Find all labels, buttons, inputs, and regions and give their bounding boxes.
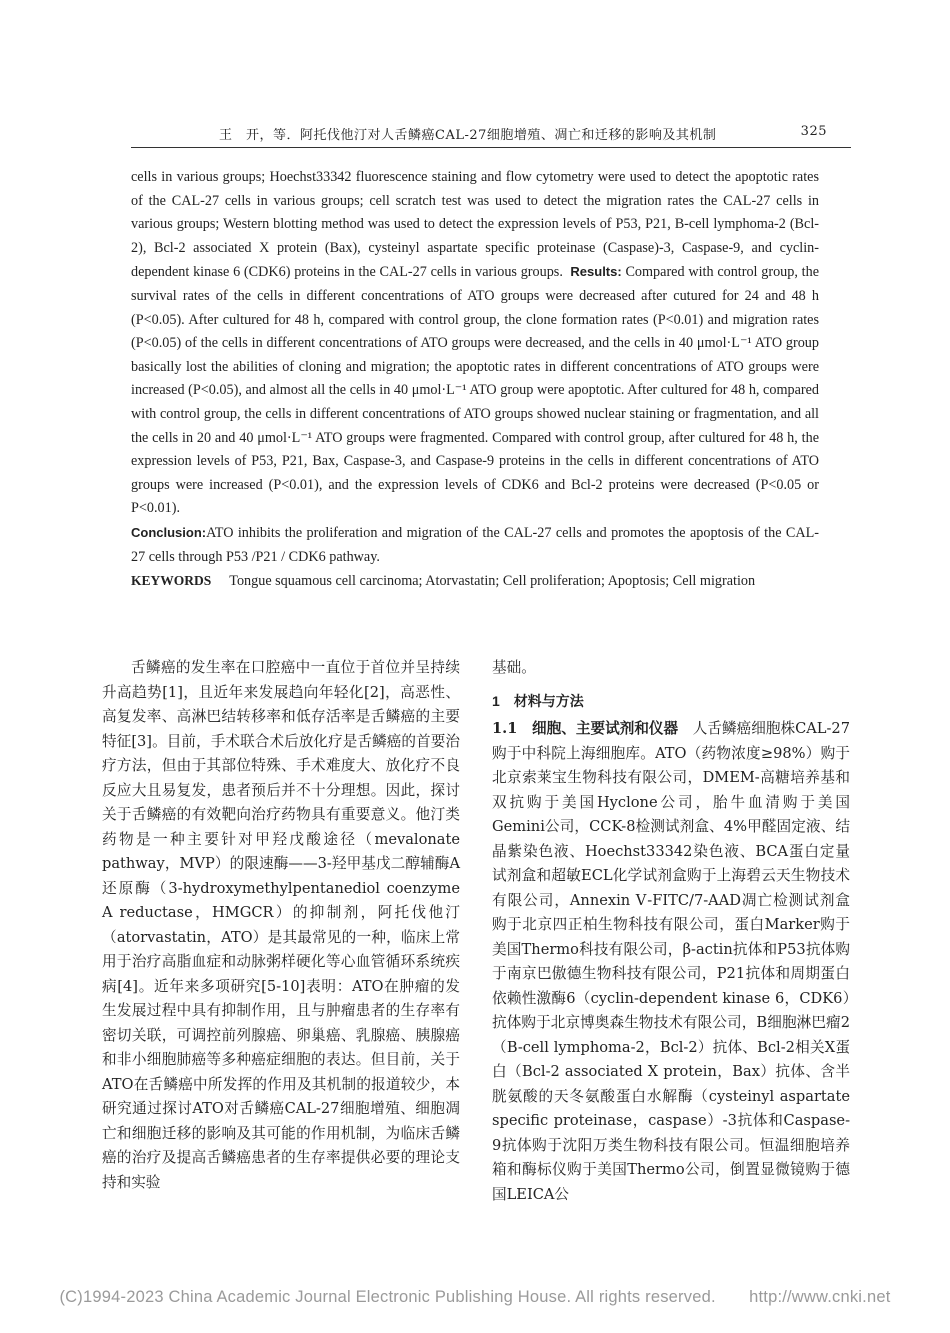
left-column xyxy=(102,656,460,1195)
conclusion-label: Conclusion: xyxy=(131,524,207,540)
running-header xyxy=(131,122,851,146)
introduction-continuation: 基础。 xyxy=(492,659,536,676)
conclusion-paragraph xyxy=(131,521,819,569)
materials-paragraph xyxy=(492,717,850,1207)
abstract-body xyxy=(131,166,819,521)
english-abstract xyxy=(131,166,819,594)
results-label: Results: xyxy=(570,264,622,280)
keywords-text: Tongue squamous cell carcinoma; Atorvastatin; Cell proliferation; Apoptosis; Cell migration xyxy=(229,573,756,590)
page-number: 325 xyxy=(800,124,827,139)
keywords-paragraph xyxy=(131,569,819,594)
results-text: Compared with control group, the survival rates of the cells in different concentrations of ATO groups were decreased after cutured for 24 and 48 h (P<0.05). After cultured for 48 h, compared with control group, the clone formation rates (P<0.01) and migration rates (P<0.05) of the cells in different concentrations of ATO groups were decreased, and the cells in 40 μmol·L⁻¹ ATO group basically lost the abilities of cloning and migration; the apoptotic rates in different concentrations of ATO groups were increased (P<0.05), and almost all the cells in 40 μmol·L⁻¹ ATO group were apoptotic. After cultured for 48 h, compared with control group, the cells in different concentrations of ATO groups showed nuclear staining or fragmentation, and all the cells in 20 and 40 μmol·L⁻¹ ATO groups were fragmented. Compared with control group, after cultured for 48 h, the expression levels of P53, P21, Bax, Caspase-3, and Caspase-9 proteins in the cells in different concentrations of ATO groups were increased (P<0.01), and the expression levels of CDK6 and Bcl-2 proteins were decreased (P<0.05 or P<0.01). xyxy=(131,264,820,517)
materials-text: 人舌鳞癌细胞株CAL-27购于中科院上海细胞库。ATO（药物浓度≥98%）购于北京索莱宝生物科技有限公司，DMEM-高糖培养基和双抗购于美国Hyclone公司，胎牛血清购于美国Gemini公司，CCK-8检测试剂盒、4%甲醛固定液、结晶紫染色液、Hoechst33342染色液、BCA蛋白定量试剂盒和超敏ECL化学试剂盒购于上海碧云天生物技术有限公司，Annexin Ⅴ-FITC/7-AAD凋亡检测试剂盒购于北京四正柏生物科技有限公司，蛋白Marker购于美国Thermo科技有限公司，β-actin抗体和P53抗体购于南京巴傲德生物科技有限公司，P21抗体和周期蛋白依赖性激酶6（cyclin-dependent kinase 6，CDK6）抗体购于北京博奥森生物技术有限公司，B细胞淋巴瘤2（B-cell lymphoma-2，Bcl-2）抗体、Bcl-2相关X蛋白（Bcl-2 associated X protein，Bax）抗体、含半胱氨酸的天冬氨酸蛋白水解酶（cysteinyl aspartate specific proteinase，caspase）-3抗体和Caspase-9抗体购于沈阳万类生物科技有限公司。恒温细胞培养箱和酶标仪购于美国Thermo公司，倒置显微镜购于德国LEICA公 xyxy=(492,720,850,1203)
conclusion-text: ATO inhibits the proliferation and migration of the CAL-27 cells and promotes the apoptosis of the CAL-27 cells through P53 /P21 / CDK6 pathway. xyxy=(131,524,819,565)
section-heading: 1 材料与方法 xyxy=(492,692,584,709)
subsection-heading: 1.1 细胞、主要试剂和仪器 xyxy=(492,720,679,737)
running-title: 王 开，等．阿托伐他汀对人舌鳞癌CAL-27细胞增殖、凋亡和迁移的影响及其机制 xyxy=(219,128,717,143)
header-rule xyxy=(131,147,851,148)
introduction-paragraph: 舌鳞癌的发生率在口腔癌中一直位于首位并呈持续升高趋势[1]，且近年来发展趋向年轻化[2]，高恶性、高复发率、高淋巴结转移率和低存活率是舌鳞癌的主要特征[3]。目前，手术联合术后放化疗是舌鳞癌的首要治疗方法，但由于其部位特殊、手术难度大、放化疗不良反应大且易复发，患者预后并不十分理想。因此，探讨关于舌鳞癌的有效靶向治疗药物具有重要意义。他汀类药物是一种主要针对甲羟戊酸途径（mevalonate pathway，MVP）的限速酶——3-羟甲基戊二醇辅酶A还原酶（3-hydroxymethylpentanediol coenzyme A reductase，HMGCR）的抑制剂，阿托伐他汀（atorvastatin，ATO）是其最常见的一种，临床上常用于治疗高脂血症和动脉粥样硬化等心血管循环系统疾病[4]。近年来多项研究[5-10]表明：ATO在肿瘤的发生发展过程中具有抑制作用，且与肿瘤患者的生存率有密切关联，可调控前列腺癌、卵巢癌、乳腺癌、胰腺癌和非小细胞肺癌等多种癌症细胞的表达。但目前，关于ATO在舌鳞癌中所发挥的作用及其机制的报道较少，本研究通过探讨ATO对舌鳞癌CAL-27细胞增殖、细胞凋亡和细胞迁移的影响及其可能的作用机制，为临床舌鳞癌的治疗及提高舌鳞癌患者的生存率提供必要的理论支持和实验 xyxy=(102,659,460,1191)
keywords-label: KEYWORDS xyxy=(131,573,212,589)
copyright-footer: (C)1994-2023 China Academic Journal Electronic Publishing House. All rights reserved. http://www.cnki.net xyxy=(59,1288,891,1306)
abstract-methods-text: cells in various groups; Hoechst33342 fluorescence staining and flow cytometry were used to detect the apoptotic rates of the CAL-27 cells in various groups; cell scratch test was used to detect the migration rates the CAL-27 cells in various groups; Western blotting method was used to detect the expression levels of P53, P21, B-cell lymphoma-2 (Bcl-2), Bcl-2 associated X protein (Bax), cysteinyl aspartate specific proteinase (Caspase)-3, Caspase-9, and cyclin-dependent kinase 6 (CDK6) proteins in the CAL-27 cells in various groups. xyxy=(131,169,819,281)
right-column xyxy=(492,656,850,1207)
